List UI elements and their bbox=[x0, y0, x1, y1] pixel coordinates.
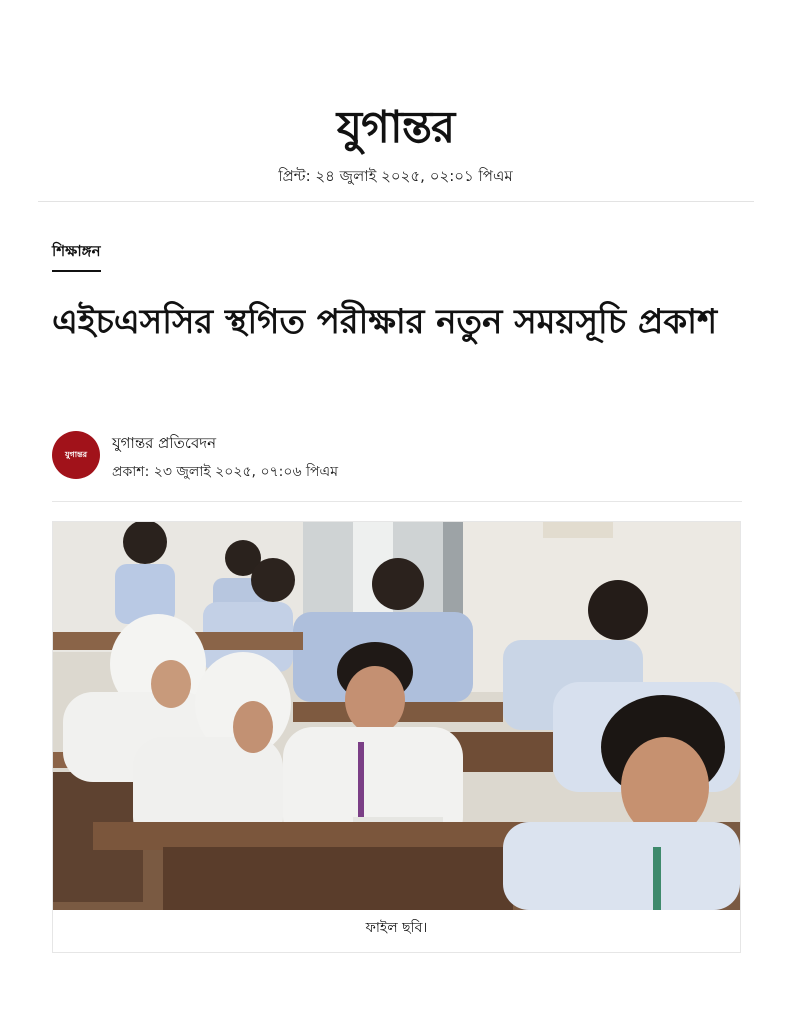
avatar-logo-text: যুগান্তর bbox=[64, 449, 88, 459]
publish-date: প্রকাশ: ২৩ জুলাই ২০২৫, ০৭:০৬ পিএম bbox=[112, 464, 338, 480]
author-avatar bbox=[52, 431, 100, 479]
masthead bbox=[0, 98, 791, 158]
article-photo-exam-hall bbox=[53, 522, 740, 910]
image-caption: ফাইল ছবি। bbox=[365, 920, 428, 936]
print-date: প্রিন্ট: ২৪ জুলাই ২০২৫, ০২:০১ পিএম bbox=[278, 167, 513, 185]
header-divider bbox=[38, 201, 754, 202]
category-label[interactable]: শিক্ষাঙ্গন bbox=[52, 240, 101, 272]
byline-divider bbox=[52, 501, 742, 502]
author-name: যুগান্তর প্রতিবেদন bbox=[112, 434, 217, 452]
article-headline: এইচএসসির স্থগিত পরীক্ষার নতুন সময়সূচি প্রকাশ bbox=[52, 302, 718, 342]
article-figure bbox=[52, 521, 741, 953]
site-logo[interactable]: যুগান্তর bbox=[336, 102, 455, 153]
